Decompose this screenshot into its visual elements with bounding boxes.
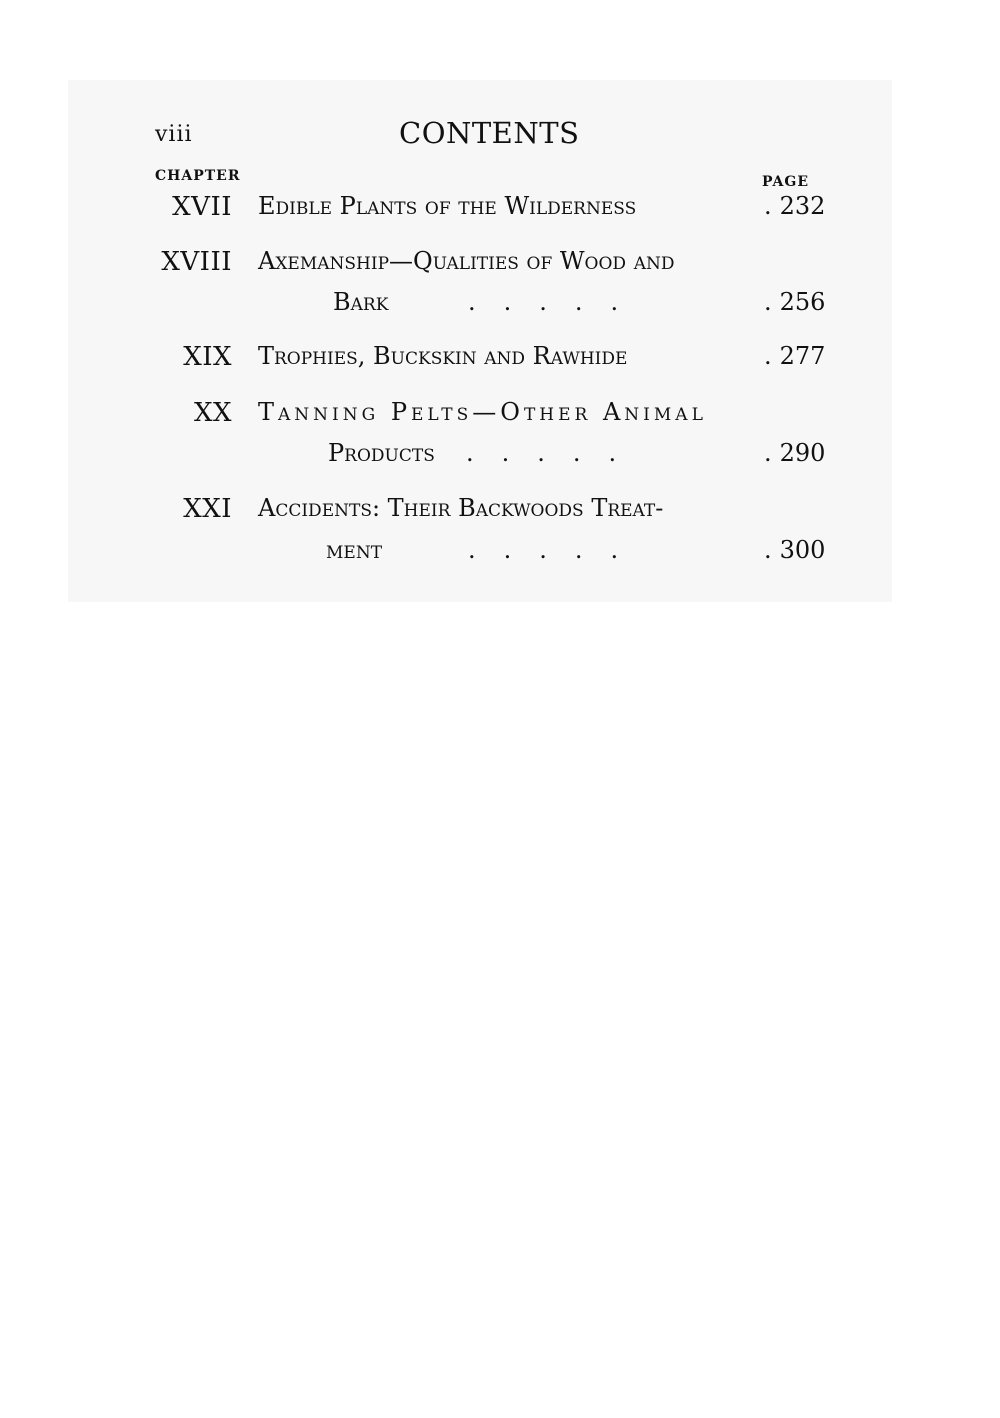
chapter-title: Tanning Pelts—Other Animal — [258, 398, 707, 426]
chapter-column-label: CHAPTER — [155, 168, 241, 184]
page-number: . 277 — [764, 342, 826, 370]
chapter-title: Accidents: Their Backwoods Treat- — [258, 494, 664, 522]
chapter-title-continuation: ment — [326, 536, 383, 564]
chapter-numeral: XX — [193, 398, 232, 428]
chapter-title-continuation: Bark — [333, 288, 389, 316]
chapter-numeral: XVIII — [161, 247, 232, 277]
page-title: CONTENTS — [399, 116, 580, 150]
dot-leader: ..... — [468, 288, 647, 316]
chapter-numeral: XVII — [172, 192, 232, 222]
dot-leader: ..... — [466, 439, 645, 467]
page-number: . 290 — [764, 439, 826, 467]
page-number: . 232 — [764, 192, 826, 220]
page-column-label: PAGE — [762, 174, 809, 190]
toc-entry — [150, 492, 830, 572]
page-folio: viii — [155, 122, 193, 147]
page-number: . 256 — [764, 288, 826, 316]
toc-entry — [150, 190, 830, 230]
chapter-numeral: XIX — [183, 342, 232, 372]
chapter-title-continuation: Products — [328, 439, 435, 467]
toc-entry — [150, 396, 830, 476]
page-header — [155, 112, 855, 156]
toc-entry — [150, 340, 830, 380]
chapter-numeral: XXI — [183, 494, 232, 524]
chapter-title: Axemanship—Qualities of Wood and — [258, 247, 675, 275]
chapter-title: Edible Plants of the Wilderness — [258, 192, 637, 220]
page-number: . 300 — [764, 536, 826, 564]
chapter-title: Trophies, Buckskin and Rawhide — [258, 342, 628, 370]
toc-entry — [150, 245, 830, 325]
dot-leader: ..... — [468, 536, 647, 564]
